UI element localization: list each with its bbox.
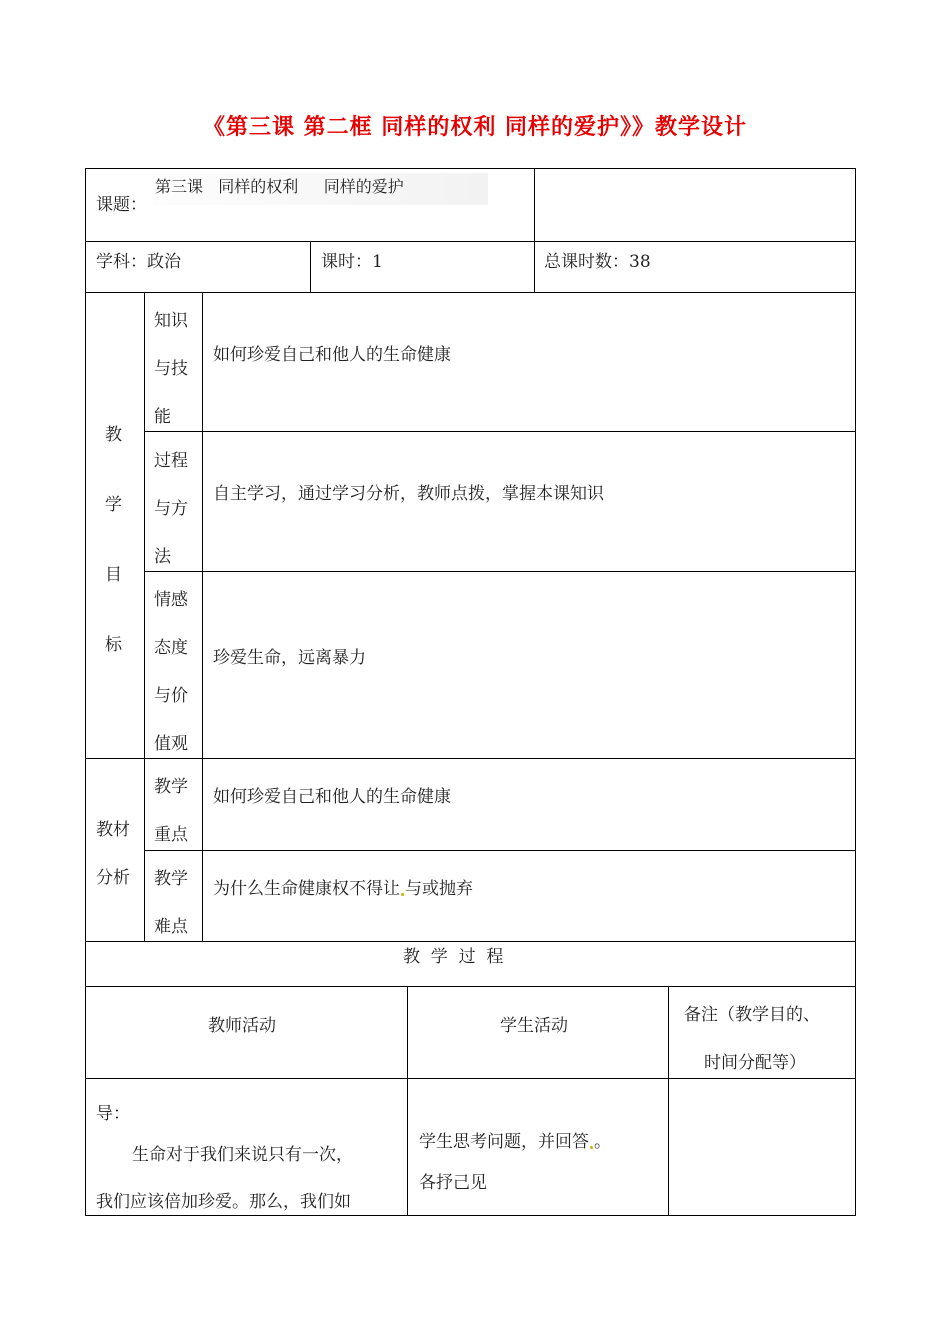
stray-mark [590,1146,593,1149]
objectives-group-label [105,400,122,680]
col-student-header: 学生活动 [500,1016,568,1036]
topic-value: 第三课 同样的权利 同样的爱护 [153,173,488,205]
student-activity-line: 学生思考问题，并回答 。 [419,1132,611,1152]
col-note-header: 备注（教学目的、 时间分配等） [684,1005,820,1073]
analysis-group-label: 教材 分析 [96,820,130,888]
column-divider [534,168,535,241]
teacher-activity-line: 我们应该倍加珍爱。那么，我们如 [96,1192,351,1212]
col-teacher-header: 教师活动 [208,1016,276,1036]
group-char: 教 [105,425,122,445]
row-divider [85,941,856,942]
group-char: 学 [105,495,122,515]
objective-label-knowledge: 知识 与技 能 [154,311,188,427]
row-divider [144,850,856,851]
analysis-label-key: 教学 重点 [154,777,188,845]
student-activity-line: 各抒己见 [419,1173,487,1193]
objective-content-process: 自主学习，通过学习分析，教师点拨，掌握本课知识 [213,484,604,504]
process-heading: 教 学 过 程 [403,947,504,967]
analysis-label-difficulty: 教学 难点 [154,869,188,937]
objective-content-knowledge: 如何珍爱自己和他人的生命健康 [213,345,451,365]
column-divider [534,241,535,292]
teacher-activity-line: 生命对于我们来说只有一次， [132,1145,353,1165]
total-hours-cell: 总课时数：38 [544,252,651,272]
column-divider [407,986,408,1216]
group-char: 标 [105,635,122,655]
column-divider [310,241,311,292]
row-divider [85,758,856,759]
row-divider [85,292,856,293]
objective-label-emotion: 情感 态度 与价 值观 [154,590,188,754]
row-divider [144,571,856,572]
hours-cell: 课时：1 [321,252,383,272]
subject-cell: 学科：政治 [96,252,181,272]
objective-content-emotion: 珍爱生命，远离暴力 [213,648,366,668]
row-divider [144,431,856,432]
row-divider [85,986,856,987]
objective-label-process: 过程 与方 法 [154,451,188,567]
topic-label: 课题： [96,195,147,215]
column-divider [668,986,669,1216]
stray-mark [401,893,404,896]
teacher-activity-line: 导： [96,1104,130,1124]
group-char: 目 [105,565,122,585]
column-divider [144,292,145,941]
column-divider [202,292,203,941]
row-divider [85,241,856,242]
document-title: 《第三课 第二框 同样的权利 同样的爱护》》教学设计 [203,115,747,140]
analysis-content-key: 如何珍爱自己和他人的生命健康 [213,787,451,807]
analysis-content-difficulty: 为什么生命健康权不得让 与或抛弃 [213,879,473,899]
